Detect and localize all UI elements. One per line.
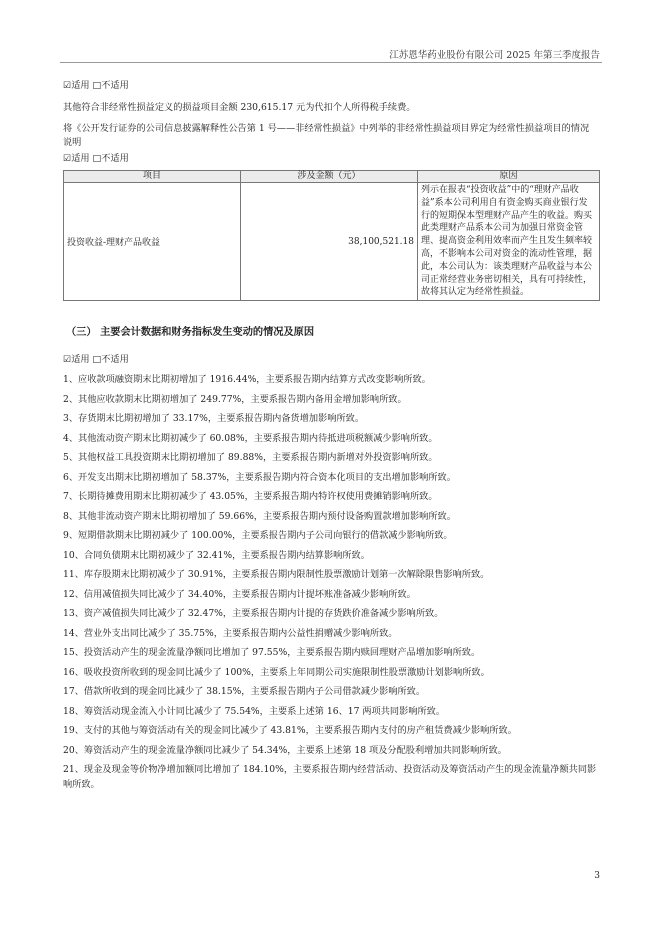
list-item: 12、信用减值损失同比减少了 34.40%，主要系报告期内计提坏账准备减少影响所致。 [63,588,416,600]
list-item: 8、其他非流动资产期末比期初增加了 59.66%，主要系报告期内预付设备购置款增加影响所致。 [63,510,456,522]
list-item: 5、其他权益工具投资期末比期初增加了 89.88%，主要系报告期内新增对外投资影响所致。 [63,452,438,464]
list-item: 10、合同负债期末比期初减少了 32.41%，主要系报告期内结算影响所致。 [63,549,370,561]
list-item: 14、营业外支出同比减少了 35.75%，主要系报告期内公益性捐赠减少影响所致。 [63,627,398,639]
list-item: 16、吸收投资所收到的现金同比减少了 100%，主要系上年同期公司实施限制性股票激励计划影响所致。 [63,666,490,678]
list-item: 9、短期借款期末比期初减少了 100.00%，主要系报告期内子公司向银行的借款减少影响所致。 [63,530,453,542]
col-header-reason: 原因 [418,171,600,183]
list-item: 2、其他应收款期末比期初增加了 249.77%，主要系报告期内备用金增加影响所致。 [63,393,407,405]
list-item: 20、筹资活动产生的现金流量净额同比减少了 54.34%，主要系上述第 18 项及分配股利增加共同影响所致。 [63,744,507,756]
table-header-row [64,171,600,183]
page-number: 3 [594,871,600,881]
applicability-checkbox-1: ☑适用 □不适用 [63,80,129,91]
list-item: 18、筹资活动现金流入小计同比减少了 75.54%，主要系上述第 16、17 两项共同影响所致。 [63,705,446,717]
cell-item: 投资收益-理财产品收益 [64,183,241,301]
other-items-text: 其他符合非经常性损益定义的损益项目金额 230,615.17 元为代扣个人所得税手续费。 [63,102,416,113]
page-header: 江苏恩华药业股份有限公司 2025 年第三季度报告 [389,50,600,61]
col-header-item: 项目 [64,171,241,183]
list-item: 1、应收款项融资期末比期初增加了 1916.44%，主要系报告期内结算方式改变影响所致。 [63,374,431,386]
main-content [63,80,598,792]
list-item: 3、存货期末比期初增加了 33.17%，主要系报告期内备货增加影响所致。 [63,413,365,425]
classification-note: 将《公开发行证券的公司信息披露解释性公告第 1 号——非经常性损益》中列举的非经常性损益项目界定为经常性损益项目的情况说明 [63,123,590,148]
cell-amount: 38,100,521.18 [241,183,418,301]
recurring-items-table [63,170,600,301]
col-header-amount: 涉及金额（元） [241,171,418,183]
applicability-checkbox-2: ☑适用 □不适用 [63,153,129,164]
list-item: 11、库存股期末比期初减少了 30.91%，主要系报告期内限制性股票激励计划第一次解除限售影响所致。 [63,569,490,581]
list-item: 15、投资活动产生的现金流量净额同比增加了 97.55%，主要系报告期内赎回理财产品增加影响所致。 [63,647,481,659]
list-item: 19、支付的其他与筹资活动有关的现金同比减少了 43.81%，主要系报告期内支付的房产租赁费减少影响所致。 [63,725,517,737]
list-item: 17、借款所收到的现金同比减少了 38.15%，主要系报告期内子公司借款减少影响所致。 [63,686,426,698]
applicability-checkbox-3: ☑适用 □不适用 [63,354,129,366]
changes-list [63,374,598,792]
list-item: 4、其他流动资产期末比期初减少了 60.08%，主要系报告期内待抵进项税额减少影响所致。 [63,432,438,444]
section-title: （三） 主要会计数据和财务指标发生变动的情况及原因 [66,327,315,339]
table-row [64,183,600,301]
list-item: 6、开发支出期末比期初增加了 58.37%，主要系报告期内符合资本化项目的支出增加影响所致。 [63,471,456,483]
cell-reason: 列示在报表“投资收益”中的“理财产品收益”系本公司利用自有资金购买商业银行发行的短期保本型理财产品产生的收益。购买此类理财产品系本公司为加强日常资金管理、提高资金利用效率而产生且发生频率较高，不影响本公司对资金的流动性管理，据此，本公司认为：该类理财产品收益与本公司正常经营业务密切相关，具有可持续性，故将其认定为经常性损益。 [418,183,600,301]
list-item: 13、资产减值损失同比减少了 32.47%，主要系报告期内计提的存货跌价准备减少影响所致。 [63,608,444,620]
list-item: 7、长期待摊费用期末比期初减少了 43.05%，主要系报告期内特许权使用费摊销影响所致。 [63,491,438,503]
list-item: 21、现金及现金等价物净增加额同比增加了 184.10%，主要系报告期内经营活动、投资活动及筹资活动产生的现金流量净额共同影响所致。 [63,764,597,791]
header-divider [60,62,602,63]
